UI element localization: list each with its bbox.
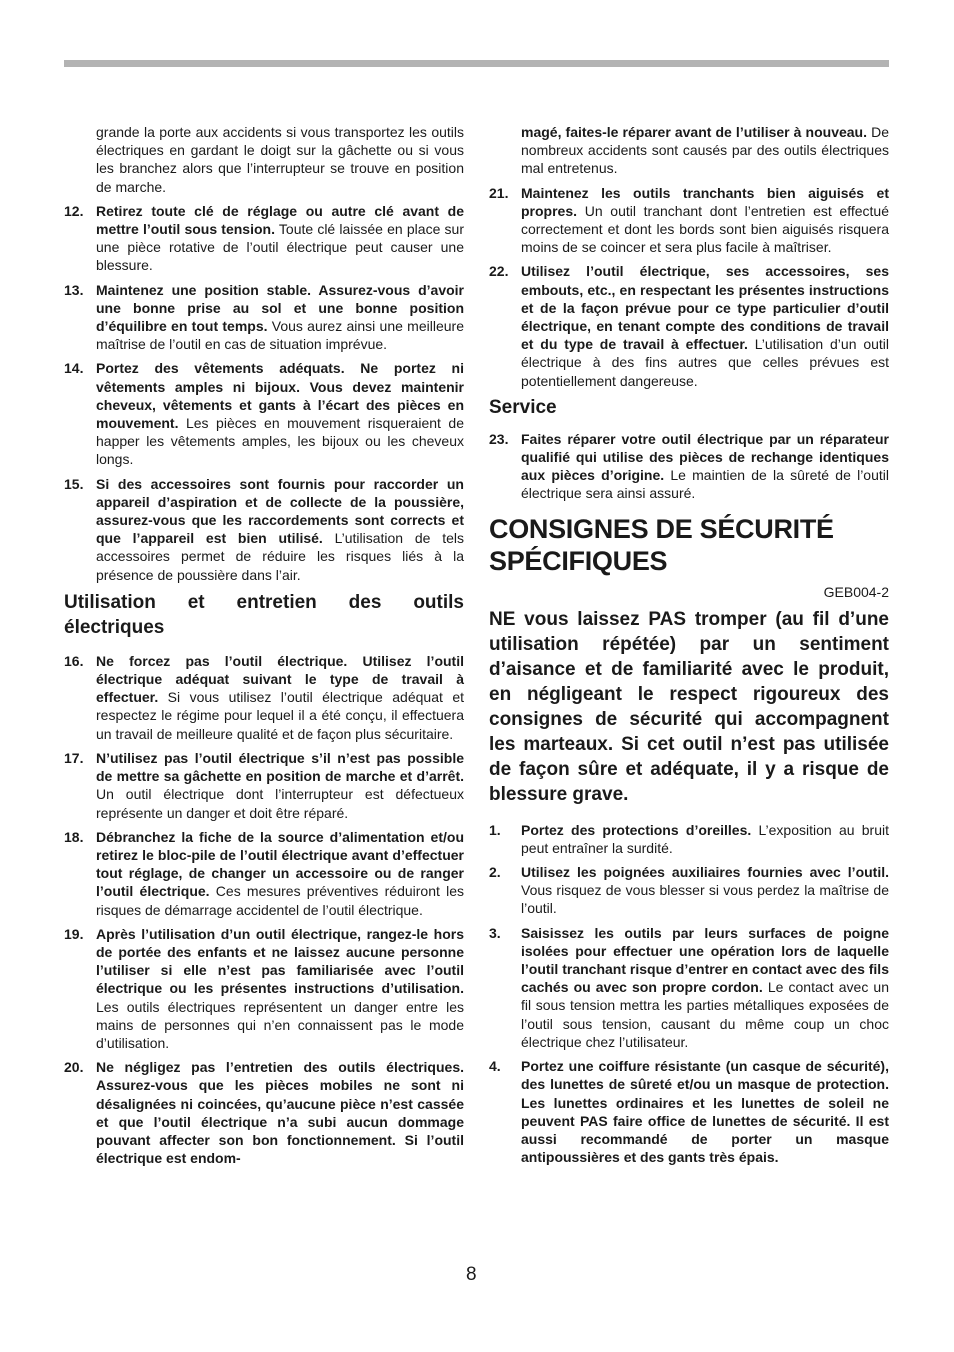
item-number: 19. [64,925,84,942]
item-text [96,281,464,354]
item-plain-text: Un outil tranchant dont l’entretien est effectué correctement et dont les bords sont bien aiguisés risquera moins de se coincer et sera plus facile à maîtriser. [521,202,889,256]
item-bold-text: Portez des protections d’oreilles. [521,821,752,838]
left-column [64,123,464,1173]
item-bold-text: Débranchez la fiche de la source d’alimentation et/ou retirez le bloc-pile de l’outil électrique avant d’effectuer tout réglage, de changer un accessoire ou de ranger l’outil électrique. [96,828,464,900]
item-text [521,262,889,389]
header-rule [64,60,889,67]
list-item [64,652,464,743]
item-bold-text: Utilisez les poignées auxiliaires fournies avec l’outil. [521,864,889,881]
list-item [64,925,464,1052]
section-heading-line1: Utilisation et entretien des outils [64,591,464,613]
item-bold-text: Après l’utilisation d’un outil électrique, rangez-le hors de portée des enfants et ne laissez aucune personne l’utiliser si elle n’est pas familiarisée avec l’outil électrique ou les présentes instructions d’utilisation. [96,925,464,997]
item-number: 22. [489,263,509,280]
list-item [489,821,889,857]
item-number: 3. [489,924,501,941]
item-number: 13. [64,281,84,298]
list-item [489,430,889,503]
item-plain-text: Vous aurez ainsi une meilleure maîtrise de l’outil en cas de situation imprévue. [96,318,464,353]
item-text [521,430,889,503]
item-plain-text: L’utilisation d’un outil électrique à des fins autres que celles prévues est potentiellement dangereuse. [521,336,889,389]
item-plain-text: L’exposition au bruit peut entraîner la surdité. [521,821,890,856]
item-bold-text: Maintenez les outils tranchants bien aiguisés et propres. [521,184,889,219]
item-plain-text: Si vous utilisez l’outil électrique adéquat et respectez le régime pour lequel il a été conçu, il effectuera un travail de meilleure qualité et de façon plus sécuritaire. [96,689,464,742]
use-care-list [64,652,464,1167]
item-text [521,184,889,257]
item-text [521,1057,889,1166]
service-list [489,430,889,503]
item-bold-text: Retirez toute clé de réglage ou autre clé avant de mettre l’outil sous tension. [96,202,464,238]
item-bold-text: Si des accessoires sont fournis pour raccorder un appareil d’aspiration et de collecte de la poussière, assurez-vous que les raccordements sont corrects et que l’appareil est bien utilisé. [96,475,464,547]
item-number: 4. [489,1058,501,1075]
page-number: 8 [466,1264,477,1285]
item-number: 12. [64,202,84,219]
use-care-list-continued [489,184,889,390]
item-text [521,924,889,1051]
item-plain-text: Les outils électriques représentent un danger entre les mains de personnes qui n’en connaissent pas le mode d’utilisation. [96,998,464,1051]
list-item [64,749,464,822]
list-item [489,184,889,257]
reference-code: GEB004-2 [823,583,889,600]
general-safety-list [64,202,464,584]
item-number: 17. [64,749,84,766]
list-item [64,281,464,354]
item-text [96,475,464,584]
item-text [96,925,464,1052]
item-text [521,821,889,857]
item-number: 16. [64,652,84,669]
item-text [96,202,464,275]
item-bold-text: Ne négligez pas l’entretien des outils électriques. Assurez-vous que les pièces mobiles ne sont ni désalignées ni coincées, qu’aucune pièce n’est cassée et que l’outil électrique n’a subi aucun dommage pouvant affecter son bon fonctionnement. Si l’outil électrique est endom- [96,1059,464,1167]
section-heading-line2: électriques [64,616,165,638]
item-text [521,863,889,918]
item-bold-text: Maintenez une position stable. Assurez-vous d’avoir une bonne prise au sol et une bonne position d’équilibre en tout temps. [96,281,464,335]
warning-statement: NE vous laissez PAS tromper (au fil d’une utilisation répétée) par un sentiment d’aisance et de familiarité avec le produit, en négligeant le respect rigoureux des consignes de sécurité qui accompagnent les marteaux. Si cet outil n’est pas utilisée de façon sûre et adéquate, il y a risque de blessure grave. [489,608,889,805]
item-bold-text: N’utilisez pas l’outil électrique s’il n’est pas possible de mettre sa gâchette en position de marche et d’arrêt. [96,749,464,785]
main-heading: CONSIGNES DE SÉCURITÉ SPÉCIFIQUES [489,513,834,576]
list-item [489,262,889,389]
list-item [64,1058,464,1167]
list-item [489,863,889,918]
item-11-continuation: grande la porte aux accidents si vous transportez les outils électriques en gardant le doigt sur la gâchette ou si vous les branchez alors que l’interrupteur se trouve en position de marche. [96,124,464,195]
item-text [96,359,464,468]
section-heading-use-care [64,590,464,640]
item-plain-text: Toute clé laissée en place sur une pièce rotative de l’outil électrique peut causer une blessure. [96,221,464,274]
item-number: 23. [489,430,509,447]
item-bold-text: Faites réparer votre outil électrique par un réparateur qualifié qui utilise des pièces de rechange identiques aux pièces d’origine. [521,430,889,484]
item-20-continuation-text: De nombreux accidents sont causés par des outils électriques mal entretenus. [521,124,889,177]
item-plain-text: Le contact avec un fil sous tension mettra les parties métalliques exposées de l’outil sous tension, causant du même coup un choc électrique chez l’utilisateur. [521,979,889,1050]
list-item [64,475,464,584]
list-item [64,202,464,275]
item-number: 18. [64,828,84,845]
item-text [96,652,464,743]
item-text [96,749,464,822]
item-plain-text: Vous risquez de vous blesser si vous perdez la maîtrise de l’outil. [521,882,889,917]
item-bold-text: Portez des vêtements adéquats. Ne portez ni vêtements amples ni bijoux. Vous devez maintenir cheveux, vêtements et gants à l’écart des pièces en mouvement. [96,360,464,432]
item-plain-text: L’utilisation de tels accessoires permet de réduire les risques liés à la présence de poussière dans l’air. [96,530,464,583]
item-plain-text: Les pièces en mouvement risqueraient de happer les vêtements amples, les bijoux ou les cheveux longs. [96,415,464,468]
item-plain-text: Ces mesures préventives réduiront les risques de démarrage accidentel de l’outil électrique. [96,883,464,918]
item-20-continuation [521,123,889,178]
item-number: 15. [64,475,84,492]
item-number: 14. [64,360,84,377]
list-item [64,359,464,468]
right-column [489,123,889,1172]
item-number: 1. [489,821,501,838]
item-plain-text: Un outil électrique dont l’interrupteur est défectueux représente un danger et doit être réparé. [96,786,464,821]
item-bold-text: Saisissez les outils par leurs surfaces de poigne isolées pour effectuer une opération lors de laquelle l’outil tranchant risque d’entrer en contact avec des fils cachés ou avec son propre cordon. [521,924,889,996]
item-bold-text: Utilisez l’outil électrique, ses accessoires, ses embouts, etc., en respectant les présentes instructions et de la façon prévue pour ce type particulier d’outil électrique, en tenant compte des conditions de travail et du type de travail à effectuer. [521,263,889,353]
item-number: 2. [489,864,501,881]
service-heading: Service [489,396,557,418]
item-text [96,1058,464,1167]
item-number: 21. [489,184,509,201]
list-item [489,1057,889,1166]
item-20-continuation-bold: magé, faites-le réparer avant de l’utiliser à nouveau. [521,124,868,140]
item-bold-text: Portez une coiffure résistante (un casque de sécurité), des lunettes de sûreté et/ou un masque de protection. Les lunettes ordinaires et les lunettes de soleil ne peuvent PAS faire office de lunettes de sécurité. Il est aussi recommandé de porter un masque antipoussières et des gants très épais. [521,1058,889,1166]
item-text [96,828,464,919]
item-plain-text: Le maintien de la sûreté de l’outil électrique sera ainsi assuré. [521,467,889,502]
specific-safety-list [489,821,889,1167]
list-item [64,828,464,919]
item-number: 20. [64,1059,84,1076]
list-item [489,924,889,1051]
item-bold-text: Ne forcez pas l’outil électrique. Utilisez l’outil électrique adéquat suivant le type de travail à effectuer. [96,652,464,706]
